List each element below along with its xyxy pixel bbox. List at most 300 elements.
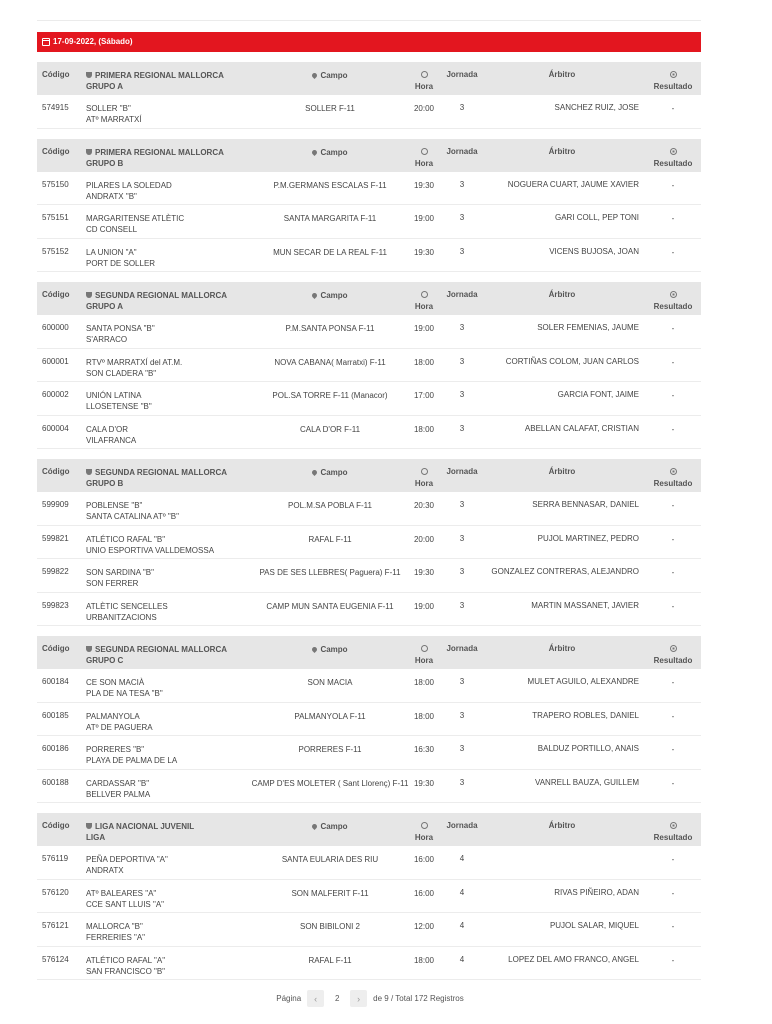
competition-group bbox=[37, 139, 701, 273]
match-campo: CAMP D'ES MOLETER ( Sant Llorenç) F-11 bbox=[251, 778, 409, 788]
match-jornada: 3 bbox=[459, 500, 465, 509]
home-team: LA UNION "A" bbox=[86, 247, 137, 257]
match-campo: CALA D'OR F-11 bbox=[299, 424, 361, 434]
header-arbitro: Árbitro bbox=[548, 146, 576, 156]
match-teams bbox=[86, 955, 236, 977]
match-row[interactable] bbox=[37, 913, 701, 947]
soccer-ball-icon bbox=[670, 291, 677, 298]
match-arbitro: GARCIA FONT, JAIME bbox=[557, 390, 639, 399]
competition-name: SEGUNDA REGIONAL MALLORCA bbox=[95, 645, 227, 654]
away-team: PORT DE SOLLER bbox=[86, 258, 156, 268]
match-jornada: 4 bbox=[459, 954, 465, 964]
away-team: PLA DE NA TESA "B" bbox=[86, 689, 163, 698]
match-arbitro: ABELLAN CALAFAT, CRISTIAN bbox=[524, 423, 639, 433]
match-arbitro: VANRELL BAUZA, GUILLEM bbox=[534, 777, 639, 787]
match-hora: 19:00 bbox=[413, 601, 435, 611]
clock-icon bbox=[421, 468, 428, 475]
match-jornada: 3 bbox=[459, 744, 465, 753]
calendar-icon bbox=[42, 38, 50, 46]
header-hora bbox=[409, 467, 439, 489]
header-campo bbox=[235, 467, 425, 478]
page-summary: de 9 / Total 172 Registros bbox=[373, 994, 464, 1003]
match-teams bbox=[86, 888, 236, 910]
away-team: PLAYA DE PALMA DE LA bbox=[86, 756, 178, 765]
match-arbitro: SERRA BENNASAR, DANIEL bbox=[532, 500, 639, 509]
header-resultado bbox=[653, 70, 693, 92]
match-teams bbox=[86, 744, 236, 766]
header-jornada: Jornada bbox=[446, 821, 478, 830]
header-resultado bbox=[653, 644, 693, 666]
home-team: ATº BALEARES "A" bbox=[86, 888, 157, 898]
match-row[interactable] bbox=[37, 416, 701, 450]
header-jornada: Jornada bbox=[446, 290, 478, 299]
match-arbitro: SOLER FEMENIAS, JAUME bbox=[537, 323, 639, 332]
match-hora: 20:00 bbox=[413, 534, 435, 544]
header-arbitro: Árbitro bbox=[548, 70, 576, 79]
away-team: UNIO ESPORTIVA VALLDEMOSSA bbox=[86, 545, 215, 555]
map-pin-icon bbox=[311, 72, 318, 79]
header-jornada: Jornada bbox=[446, 644, 478, 653]
header-codigo: Código bbox=[42, 70, 70, 79]
trophy-icon bbox=[86, 469, 92, 475]
away-team: BELLVER PALMA bbox=[86, 789, 151, 799]
match-campo: P.M.SANTA PONSA F-11 bbox=[285, 324, 375, 333]
header-resultado-label: Resultado bbox=[653, 833, 693, 842]
match-campo: NOVA CABANA( Marratxi) F-11 bbox=[274, 357, 386, 367]
match-jornada: 3 bbox=[459, 777, 465, 787]
match-campo: RAFAL F-11 bbox=[308, 534, 352, 544]
match-hora: 19:00 bbox=[413, 214, 435, 223]
competition-name: LIGA NACIONAL JUVENIL bbox=[95, 822, 195, 831]
match-arbitro: SANCHEZ RUIZ, JOSE bbox=[554, 103, 639, 112]
header-resultado-label: Resultado bbox=[653, 656, 693, 665]
match-resultado: - bbox=[671, 501, 675, 510]
match-teams bbox=[86, 390, 236, 412]
group-header bbox=[37, 636, 701, 669]
match-teams bbox=[86, 711, 236, 733]
home-team: PILARES LA SOLEDAD bbox=[86, 180, 172, 190]
match-resultado: - bbox=[671, 324, 675, 333]
home-team: ATLÉTICO RAFAL "B" bbox=[86, 534, 166, 544]
header-competition bbox=[86, 290, 236, 312]
home-team: PEÑA DEPORTIVA "A" bbox=[86, 855, 168, 864]
match-jornada: 3 bbox=[459, 533, 465, 543]
header-campo-label: Campo bbox=[320, 822, 348, 831]
trophy-icon bbox=[86, 646, 92, 652]
match-code: 599821 bbox=[42, 533, 69, 543]
match-hora: 18:00 bbox=[413, 357, 435, 367]
header-campo-label: Campo bbox=[320, 71, 348, 80]
competition-group bbox=[37, 459, 701, 626]
match-code: 575152 bbox=[42, 246, 69, 256]
match-arbitro: LOPEZ DEL AMO FRANCO, ANGEL bbox=[508, 954, 639, 964]
match-code: 600184 bbox=[42, 677, 69, 686]
match-code: 575151 bbox=[42, 213, 69, 222]
match-teams bbox=[86, 180, 236, 202]
match-teams bbox=[86, 323, 236, 345]
match-code: 575150 bbox=[42, 179, 69, 189]
group-name: GRUPO B bbox=[86, 479, 124, 488]
match-resultado: - bbox=[671, 922, 675, 931]
away-team: URBANITZACIONS bbox=[86, 612, 157, 622]
match-hora: 18:00 bbox=[413, 955, 435, 965]
soccer-ball-icon bbox=[670, 822, 677, 829]
trophy-icon bbox=[86, 149, 92, 155]
match-campo: MUN SECAR DE LA REAL F-11 bbox=[273, 247, 387, 257]
match-hora: 18:00 bbox=[413, 678, 435, 687]
match-campo: POL.M.SA POBLA F-11 bbox=[288, 501, 372, 510]
date-label: 17-09-2022, (Sábado) bbox=[53, 37, 133, 46]
header-jornada: Jornada bbox=[446, 146, 478, 156]
header-resultado-label: Resultado bbox=[653, 82, 693, 91]
match-code: 600002 bbox=[42, 390, 69, 399]
match-hora: 16:00 bbox=[413, 855, 435, 864]
header-campo-label: Campo bbox=[320, 291, 348, 300]
match-campo: PORRERES F-11 bbox=[298, 745, 362, 754]
match-campo: SON BIBILONI 2 bbox=[299, 922, 361, 931]
match-teams bbox=[86, 677, 236, 699]
header-hora-label: Hora bbox=[414, 833, 434, 842]
match-resultado: - bbox=[671, 180, 675, 190]
header-arbitro: Árbitro bbox=[548, 821, 576, 830]
away-team: CCE SANT LLUIS "A" bbox=[86, 899, 164, 909]
header-hora bbox=[409, 644, 439, 666]
header-campo-label: Campo bbox=[320, 468, 348, 477]
competition-group bbox=[37, 813, 701, 980]
match-resultado: - bbox=[671, 678, 675, 687]
match-code: 600186 bbox=[42, 744, 69, 753]
match-campo: RAFAL F-11 bbox=[308, 955, 352, 965]
match-jornada: 3 bbox=[459, 710, 465, 720]
group-name: GRUPO C bbox=[86, 656, 124, 665]
match-resultado: - bbox=[671, 247, 675, 257]
home-team: MARGARITENSE ATLÈTIC bbox=[86, 214, 185, 223]
header-resultado bbox=[653, 147, 693, 169]
match-hora: 19:30 bbox=[413, 568, 435, 577]
away-team: SANTA CATALINA ATº "B" bbox=[86, 512, 179, 521]
header-hora bbox=[409, 821, 439, 843]
away-team: SAN FRANCISCO "B" bbox=[86, 966, 166, 976]
match-hora: 20:00 bbox=[413, 104, 435, 113]
away-team: VILAFRANCA bbox=[86, 435, 137, 445]
match-arbitro: TRAPERO ROBLES, DANIEL bbox=[532, 710, 639, 720]
date-header bbox=[37, 32, 701, 52]
soccer-ball-icon bbox=[670, 468, 677, 475]
home-team: SON SARDINA "B" bbox=[86, 568, 154, 577]
match-hora: 18:00 bbox=[413, 424, 435, 434]
match-resultado: - bbox=[671, 888, 675, 898]
match-campo: PALMANYOLA F-11 bbox=[294, 711, 366, 721]
header-codigo: Código bbox=[42, 821, 70, 830]
group-header bbox=[37, 282, 701, 315]
match-jornada: 3 bbox=[459, 246, 465, 256]
prev-page-button[interactable]: ‹ bbox=[307, 990, 324, 1007]
away-team: S'ARRACO bbox=[86, 335, 128, 344]
match-campo: P.M.GERMANS ESCALAS F-11 bbox=[273, 180, 387, 190]
current-page[interactable]: 2 bbox=[334, 994, 340, 1003]
header-hora-label: Hora bbox=[414, 82, 434, 91]
match-row[interactable] bbox=[37, 172, 701, 206]
header-codigo: Código bbox=[42, 146, 70, 156]
match-jornada: 3 bbox=[459, 323, 465, 332]
match-resultado: - bbox=[671, 357, 675, 367]
home-team: POBLENSE "B" bbox=[86, 501, 143, 510]
header-campo bbox=[235, 147, 425, 158]
match-arbitro: PUJOL MARTINEZ, PEDRO bbox=[537, 533, 639, 543]
header-resultado bbox=[653, 290, 693, 312]
next-page-button[interactable]: › bbox=[350, 990, 367, 1007]
match-arbitro: BALDUZ PORTILLO, ANAIS bbox=[537, 744, 639, 753]
match-teams bbox=[86, 424, 236, 446]
match-row[interactable] bbox=[37, 382, 701, 416]
match-arbitro: NOGUERA CUART, JAUME XAVIER bbox=[507, 179, 639, 189]
header-arbitro: Árbitro bbox=[548, 644, 576, 653]
match-teams bbox=[86, 778, 236, 800]
match-jornada: 3 bbox=[459, 567, 465, 576]
match-teams bbox=[86, 357, 236, 379]
match-hora: 20:30 bbox=[413, 501, 435, 510]
match-campo: PAS DE SES LLEBRES( Paguera) F-11 bbox=[259, 568, 401, 577]
match-arbitro: RIVAS PIÑEIRO, ADAN bbox=[554, 887, 639, 897]
home-team: ATLÈTIC SENCELLES bbox=[86, 601, 168, 611]
match-hora: 19:00 bbox=[413, 324, 435, 333]
match-code: 600185 bbox=[42, 710, 69, 720]
match-arbitro: PUJOL SALAR, MIQUEL bbox=[549, 921, 639, 930]
match-row[interactable] bbox=[37, 492, 701, 526]
home-team: CARDASSAR "B" bbox=[86, 778, 150, 788]
match-row[interactable] bbox=[37, 880, 701, 914]
match-hora: 16:00 bbox=[413, 888, 435, 898]
match-jornada: 4 bbox=[459, 921, 465, 930]
away-team: LLOSETENSE "B" bbox=[86, 402, 152, 411]
match-hora: 17:00 bbox=[413, 391, 435, 400]
match-code: 576120 bbox=[42, 887, 69, 897]
map-pin-icon bbox=[311, 292, 318, 299]
match-code: 600001 bbox=[42, 356, 69, 366]
header-hora-label: Hora bbox=[414, 302, 434, 311]
match-campo: SON MACIA bbox=[307, 678, 353, 687]
match-row[interactable] bbox=[37, 526, 701, 560]
header-hora-label: Hora bbox=[414, 479, 434, 488]
competition-name: SEGUNDA REGIONAL MALLORCA bbox=[95, 468, 227, 477]
match-row[interactable] bbox=[37, 947, 701, 981]
match-arbitro: GARI COLL, PEP TONI bbox=[554, 213, 639, 222]
header-resultado-label: Resultado bbox=[653, 479, 693, 488]
match-campo: CAMP MUN SANTA EUGENIA F-11 bbox=[266, 601, 394, 611]
match-jornada: 3 bbox=[459, 103, 465, 112]
competition-name: SEGUNDA REGIONAL MALLORCA bbox=[95, 291, 227, 300]
match-code: 576124 bbox=[42, 954, 69, 964]
match-teams bbox=[86, 500, 236, 522]
match-code: 599909 bbox=[42, 500, 69, 509]
match-campo: POL.SA TORRE F-11 (Manacor) bbox=[272, 391, 388, 400]
header-arbitro: Árbitro bbox=[548, 290, 576, 299]
match-code: 574915 bbox=[42, 103, 69, 112]
header-hora bbox=[409, 147, 439, 169]
match-jornada: 4 bbox=[459, 854, 465, 863]
match-resultado: - bbox=[671, 568, 675, 577]
match-hora: 12:00 bbox=[413, 922, 435, 931]
match-row[interactable] bbox=[37, 239, 701, 273]
away-team: SON CLADERA "B" bbox=[86, 368, 157, 378]
match-arbitro: MULET AGUILO, ALEXANDRE bbox=[527, 677, 639, 686]
match-resultado: - bbox=[671, 745, 675, 754]
map-pin-icon bbox=[311, 148, 318, 155]
page-label: Página bbox=[276, 994, 302, 1003]
home-team: RTVº MARRATXÍ del AT.M. bbox=[86, 357, 183, 367]
away-team: SON FERRER bbox=[86, 579, 139, 588]
match-arbitro: CORTIÑAS COLOM, JUAN CARLOS bbox=[505, 356, 639, 366]
match-jornada: 3 bbox=[459, 213, 465, 222]
match-jornada: 3 bbox=[459, 423, 465, 433]
header-arbitro: Árbitro bbox=[548, 467, 576, 476]
match-hora: 18:00 bbox=[413, 711, 435, 721]
match-campo: SOLLER F-11 bbox=[305, 104, 355, 113]
group-header bbox=[37, 139, 701, 172]
header-hora-label: Hora bbox=[414, 656, 434, 665]
match-teams bbox=[86, 103, 236, 125]
match-row[interactable] bbox=[37, 736, 701, 770]
soccer-ball-icon bbox=[670, 71, 677, 78]
match-row[interactable] bbox=[37, 95, 701, 129]
competition-name: PRIMERA REGIONAL MALLORCA bbox=[95, 71, 224, 80]
match-hora: 19:30 bbox=[413, 180, 435, 190]
match-teams bbox=[86, 921, 236, 943]
competition-name: PRIMERA REGIONAL MALLORCA bbox=[95, 147, 224, 157]
header-hora bbox=[409, 70, 439, 92]
home-team: CALA D'OR bbox=[86, 424, 128, 434]
header-jornada: Jornada bbox=[446, 70, 478, 79]
header-campo bbox=[235, 821, 425, 832]
clock-icon bbox=[421, 71, 428, 78]
group-name: GRUPO A bbox=[86, 302, 124, 311]
header-campo bbox=[235, 644, 425, 655]
clock-icon bbox=[421, 645, 428, 652]
match-code: 600000 bbox=[42, 323, 69, 332]
home-team: PORRERES "B" bbox=[86, 745, 145, 754]
match-teams bbox=[86, 601, 236, 623]
away-team: CD CONSELL bbox=[86, 225, 138, 234]
away-team: ANDRATX "B" bbox=[86, 191, 137, 201]
clock-icon bbox=[421, 822, 428, 829]
header-resultado bbox=[653, 467, 693, 489]
match-resultado: - bbox=[671, 778, 675, 788]
header-codigo: Código bbox=[42, 290, 70, 299]
home-team: PALMANYOLA bbox=[86, 711, 140, 721]
header-campo bbox=[235, 290, 425, 301]
match-code: 576119 bbox=[42, 854, 69, 863]
group-name: LIGA bbox=[86, 833, 106, 842]
match-row[interactable] bbox=[37, 593, 701, 627]
match-campo: SON MALFERIT F-11 bbox=[291, 888, 369, 898]
header-competition bbox=[86, 644, 236, 666]
match-row[interactable] bbox=[37, 770, 701, 804]
match-resultado: - bbox=[671, 104, 675, 113]
match-resultado: - bbox=[671, 601, 675, 611]
clock-icon bbox=[421, 148, 428, 155]
away-team: ATº DE PAGUERA bbox=[86, 722, 153, 732]
match-resultado: - bbox=[671, 955, 675, 965]
group-name: GRUPO A bbox=[86, 82, 124, 91]
clock-icon bbox=[421, 291, 428, 298]
competition-group bbox=[37, 62, 701, 129]
match-row[interactable] bbox=[37, 205, 701, 239]
match-jornada: 4 bbox=[459, 887, 465, 897]
match-code: 600188 bbox=[42, 777, 69, 787]
header-competition bbox=[86, 821, 236, 843]
match-arbitro: GONZALEZ CONTRERAS, ALEJANDRO bbox=[491, 567, 639, 576]
match-code: 599823 bbox=[42, 600, 69, 610]
group-header bbox=[37, 459, 701, 492]
match-teams bbox=[86, 854, 236, 876]
match-row[interactable] bbox=[37, 349, 701, 383]
match-jornada: 3 bbox=[459, 179, 465, 189]
match-resultado: - bbox=[671, 855, 675, 864]
top-divider bbox=[37, 20, 701, 21]
header-campo-label: Campo bbox=[320, 147, 348, 157]
home-team: MALLORCA "B" bbox=[86, 922, 143, 931]
away-team: FERRERIES "A" bbox=[86, 933, 146, 942]
match-jornada: 3 bbox=[459, 390, 465, 399]
header-resultado-label: Resultado bbox=[653, 158, 693, 168]
match-resultado: - bbox=[671, 711, 675, 721]
match-resultado: - bbox=[671, 534, 675, 544]
away-team: ANDRATX bbox=[86, 866, 124, 875]
match-arbitro: VICENS BUJOSA, JOAN bbox=[549, 246, 639, 256]
match-row[interactable] bbox=[37, 669, 701, 703]
match-hora: 19:30 bbox=[413, 778, 435, 788]
soccer-ball-icon bbox=[670, 645, 677, 652]
home-team: SANTA PONSA "B" bbox=[86, 324, 155, 333]
header-competition bbox=[86, 70, 236, 92]
match-hora: 19:30 bbox=[413, 247, 435, 257]
home-team: ATLÉTICO RAFAL "A" bbox=[86, 955, 166, 965]
competition-group bbox=[37, 636, 701, 803]
match-hora: 16:30 bbox=[413, 745, 435, 754]
header-resultado-label: Resultado bbox=[653, 302, 693, 311]
header-hora bbox=[409, 290, 439, 312]
map-pin-icon bbox=[311, 469, 318, 476]
soccer-ball-icon bbox=[670, 148, 677, 155]
competition-group bbox=[37, 282, 701, 449]
map-pin-icon bbox=[311, 823, 318, 830]
group-name: GRUPO B bbox=[86, 158, 124, 168]
pagination bbox=[0, 990, 740, 1007]
match-row[interactable] bbox=[37, 846, 701, 880]
home-team: UNIÓN LATINA bbox=[86, 391, 142, 400]
match-resultado: - bbox=[671, 424, 675, 434]
group-header bbox=[37, 62, 701, 95]
header-campo bbox=[235, 70, 425, 81]
match-row[interactable] bbox=[37, 703, 701, 737]
match-teams bbox=[86, 213, 236, 235]
trophy-icon bbox=[86, 72, 92, 78]
header-jornada: Jornada bbox=[446, 467, 478, 476]
header-codigo: Código bbox=[42, 467, 70, 476]
trophy-icon bbox=[86, 823, 92, 829]
match-row[interactable] bbox=[37, 559, 701, 593]
header-campo-label: Campo bbox=[320, 645, 348, 654]
match-row[interactable] bbox=[37, 315, 701, 349]
match-resultado: - bbox=[671, 391, 675, 400]
fixtures-list bbox=[37, 62, 701, 990]
header-codigo: Código bbox=[42, 644, 70, 653]
header-competition bbox=[86, 467, 236, 489]
header-resultado bbox=[653, 821, 693, 843]
match-code: 599822 bbox=[42, 567, 69, 576]
match-code: 576121 bbox=[42, 921, 69, 930]
match-campo: SANTA EULARIA DES RIU bbox=[281, 855, 379, 864]
